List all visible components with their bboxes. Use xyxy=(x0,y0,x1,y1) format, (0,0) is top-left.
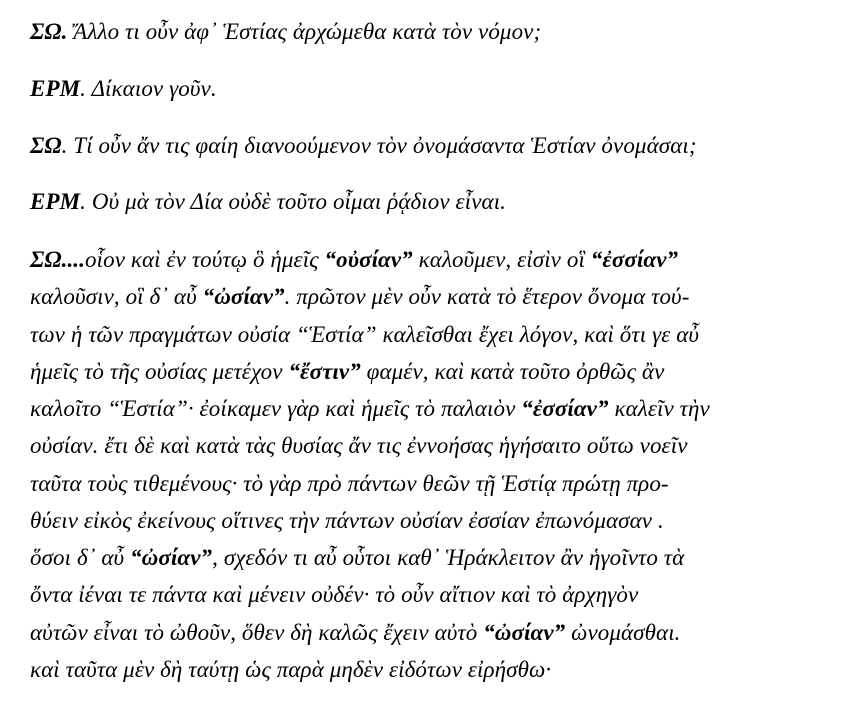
passage-text: των ἡ τῶν πραγμάτων οὐσία “Ἑστία” καλεῖσθαι ἔχει λόγον, καὶ ὅτι γε αὖ xyxy=(30,321,700,347)
passage-text: ταῦτα τοὺς τιθεμένους· τὸ γὰρ πρὸ πάντων θεῶν τῇ Ἑστίᾳ πρώτῃ προ- xyxy=(30,470,669,496)
passage-text: οὐσίαν. ἔτι δὲ καὶ κατὰ τὰς θυσίας ἄν τις ἐννοήσας ἡγήσαιτο οὕτω νοεῖν xyxy=(30,433,688,459)
passage-text: θύειν εἰκὸς ἐκείνους οἵτινες τὴν πάντων οὐσίαν ἐσσίαν ἐπωνόμασαν . xyxy=(30,507,664,533)
passage-text: . πρῶτον μὲν οὖν κατὰ τὸ ἕτερον ὄνομα τού- xyxy=(284,284,690,310)
passage-line xyxy=(30,390,821,427)
dialogue-text: . Τί οὖν ἄν τις φαίη διανοούμενον τὸν ὀνομάσαντα Ἑστίαν ὀνομάσαι; xyxy=(61,132,697,158)
passage-line xyxy=(30,465,821,502)
passage-line xyxy=(30,651,821,688)
passage-text: ὄντα ἰέναι τε πάντα καὶ μένειν οὐδέν· τὸ οὖν αἴτιον καὶ τὸ ἀρχηγὸν xyxy=(30,582,639,608)
passage-line xyxy=(30,278,821,315)
passage-text: οἷον καὶ ἐν τούτῳ ὃ ἡμεῖς xyxy=(85,247,325,273)
dialogue-paragraph xyxy=(30,71,821,108)
emphasized-term: “ὠσίαν” xyxy=(202,284,285,310)
passage-text: καὶ ταῦτα μὲν δὴ ταύτῃ ὡς παρὰ μηδὲν εἰδότων εἰρήσθω· xyxy=(30,656,552,682)
emphasized-term: “ἐσσίαν” xyxy=(521,396,609,422)
passage-line xyxy=(30,427,821,464)
speaker-label: ΣΩ.... xyxy=(30,247,86,273)
dialogue-paragraph xyxy=(30,14,821,51)
dialogue-text: Ἄλλο τι οὖν ἀφ᾽ Ἑστίας ἀρχώμεθα κατὰ τὸν νόμον; xyxy=(67,19,542,44)
passage-line xyxy=(30,353,821,390)
passage-text: καλοῦμεν, εἰσὶν οἳ xyxy=(412,247,591,273)
emphasized-term: “ὠσίαν” xyxy=(483,619,566,645)
passage-line xyxy=(30,576,821,613)
passage-text: καλοῖτο “Ἑστία”· ἐοίκαμεν γὰρ καὶ ἡμεῖς τὸ παλαιὸν xyxy=(30,396,522,422)
passage-text: ὠνομάσθαι. xyxy=(565,619,681,645)
passage-line xyxy=(30,539,821,576)
dialogue-text: . Δίκαιον γοῦν. xyxy=(80,75,217,101)
passage-line xyxy=(85,247,678,272)
passage-text: καλεῖν τὴν xyxy=(608,396,710,422)
passage-text: φαμέν, καὶ κατὰ τοῦτο ὀρθῶς ἂν xyxy=(360,358,665,384)
dialogue-text: . Οὐ μὰ τὸν Δία οὐδὲ τοῦτο οἶμαι ῥᾴδιον εἶναι. xyxy=(80,189,507,215)
speaker-label: ΣΩ. xyxy=(30,19,68,44)
emphasized-term: “ἔστιν” xyxy=(288,358,361,384)
passage-line xyxy=(30,502,821,539)
passage-text: ὅσοι δ᾽ αὖ xyxy=(30,545,131,571)
passage-text: αὐτῶν εἶναι τὸ ὠθοῦν, ὅθεν δὴ καλῶς ἔχειν αὐτὸ xyxy=(30,619,484,645)
emphasized-term: “ἐσσίαν” xyxy=(590,247,679,273)
passage-text: ἡμεῖς τὸ τῆς οὐσίας μετέχον xyxy=(30,358,289,384)
dialogue-paragraph xyxy=(30,184,821,221)
passage-line xyxy=(30,316,821,353)
speaker-label: ΕΡΜ xyxy=(30,75,81,101)
passage-line xyxy=(30,614,821,651)
main-passage-lines xyxy=(30,247,821,688)
passage-text: , σχεδόν τι αὖ οὗτοι καθ᾽ Ἡράκλειτον ἂν ἡγοῖντο τὰ xyxy=(212,545,685,571)
passage-text: καλοῦσιν, οἳ δ᾽ αὖ xyxy=(30,284,203,310)
speaker-label: ΕΡΜ xyxy=(30,189,81,215)
emphasized-term: “οὐσίαν” xyxy=(324,247,413,273)
speaker-label: ΣΩ xyxy=(30,132,62,158)
main-passage xyxy=(30,241,821,688)
emphasized-term: “ὠσίαν” xyxy=(130,545,213,571)
dialogue-paragraph xyxy=(30,128,821,165)
